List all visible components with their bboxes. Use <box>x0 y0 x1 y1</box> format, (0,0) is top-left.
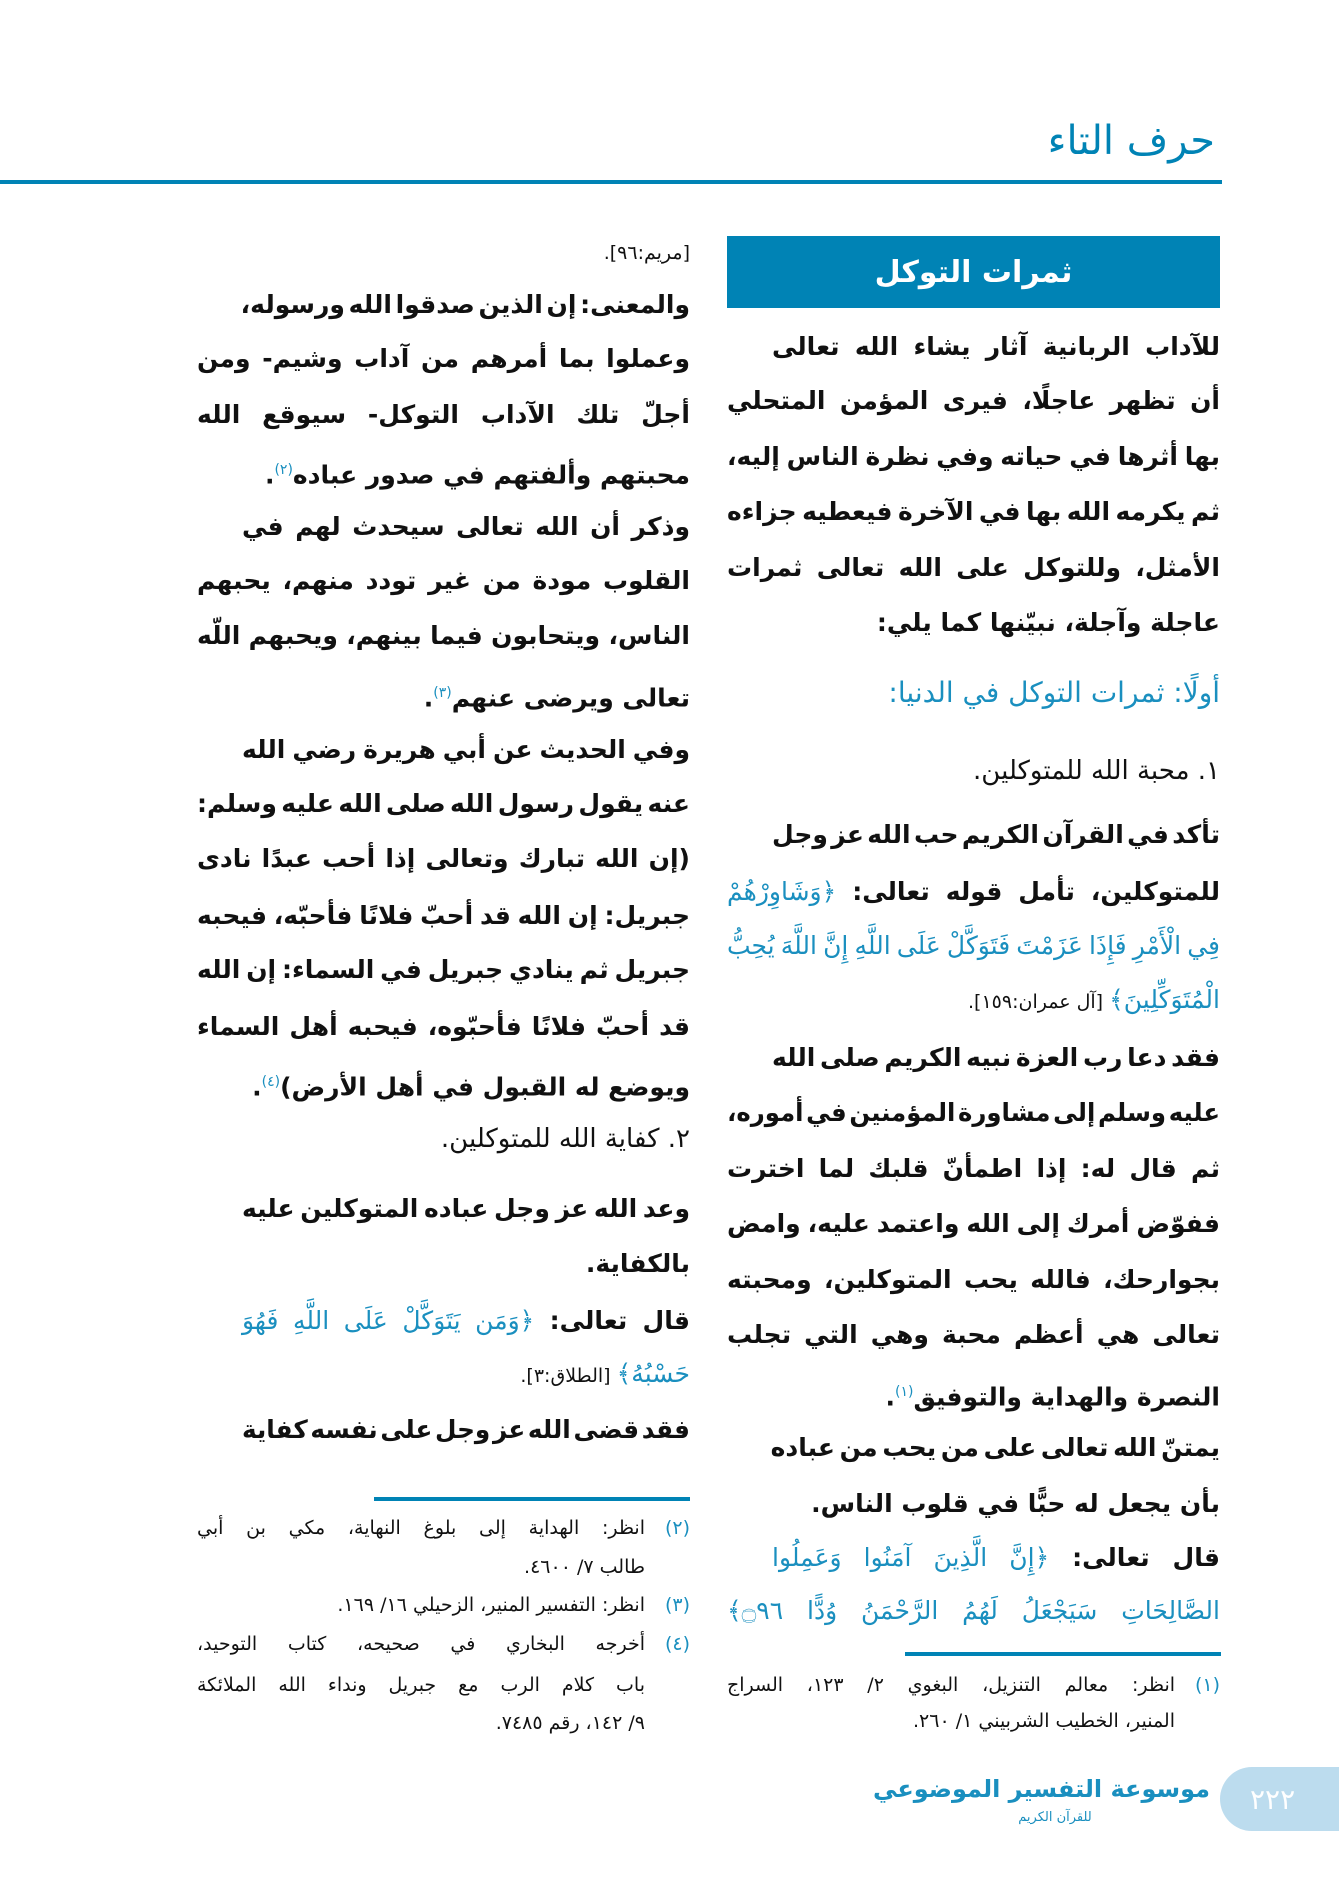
text: ١. محبة الله للمتوكلين. <box>973 756 1220 786</box>
text-line <box>772 1428 1220 1468</box>
chapter-title: حرف التاء <box>1047 118 1215 164</box>
text-line <box>197 896 690 936</box>
text: (إن الله تبارك وتعالى إذا أحب عبدًا نادى <box>197 844 690 873</box>
text: الأمثل، وللتوكل على الله تعالى ثمرات <box>727 553 1220 582</box>
text-line <box>727 926 1220 966</box>
left-column <box>197 0 690 1890</box>
text-line <box>772 1538 1220 1578</box>
numbered-item <box>255 1119 690 1159</box>
logo-subtitle: للقرآن الكريم <box>1018 1810 1092 1825</box>
footnote-line <box>727 1669 1175 1701</box>
footnote-marker[interactable]: (٣) <box>433 685 452 701</box>
footnote-text: باب كلام الرب مع جبريل ونداء الله الملائكة <box>197 1674 645 1696</box>
footnote-number: (٤) <box>664 1633 690 1655</box>
encyclopedia-logo <box>873 1769 1210 1841</box>
footnote-number: (٢) <box>664 1517 690 1539</box>
text: أن تظهر عاجلًا، فيرى المؤمن المتحلي <box>727 386 1220 415</box>
text: قال تعالى: <box>1049 1543 1220 1572</box>
quran-verse: ﴿وَمَن يَتَوَكَّلْ عَلَى اللَّهِ فَهُوَ <box>242 1306 535 1335</box>
text: فقد قضى الله عز وجل على نفسه كفاية <box>241 1415 690 1444</box>
text-line <box>727 548 1220 588</box>
text: محبتهم وألفتهم في صدور عباده <box>292 460 690 490</box>
text-line <box>727 1372 1220 1412</box>
text: ٢. كفاية الله للمتوكلين. <box>440 1124 690 1154</box>
text-line <box>242 285 690 325</box>
footnote-divider-right <box>905 1652 1221 1656</box>
text-line <box>727 1260 1220 1300</box>
text: عنه يقول رسول الله صلى الله عليه وسلم: <box>197 789 690 818</box>
text: وعد الله عز وجل عباده المتوكلين عليه <box>241 1194 690 1223</box>
text: ثم قال له: إذا اطمأنّ قلبك لما اخترت <box>727 1154 1220 1183</box>
verse-reference: [الطلاق:٣]. <box>520 1365 617 1387</box>
text: ثم يكرمه الله بها في الآخرة فيعطيه جزاءه <box>727 497 1220 526</box>
text: بها أثرها في حياته وفي نظرة الناس إليه، <box>727 442 1220 471</box>
verse-reference: [آل عمران:١٥٩]. <box>968 991 1110 1013</box>
text: . <box>252 1072 262 1102</box>
text: تعالى ويرضى عنهم <box>451 683 690 713</box>
text-line <box>242 730 690 770</box>
quran-verse: ﴿إِنَّ الَّذِينَ آمَنُوا وَعَمِلُوا <box>772 1543 1050 1572</box>
text-line <box>727 492 1220 532</box>
footnote-text: انظر: التفسير المنير، الزحيلي ١٦/ ١٦٩. <box>337 1594 645 1616</box>
text: وفي الحديث عن أبي هريرة رضي الله <box>242 735 690 764</box>
text-line <box>197 673 690 713</box>
text-line <box>197 784 690 824</box>
text: ففوّض أمرك إلى الله واعتمد عليه، وامض <box>727 1209 1220 1238</box>
footnote-text: انظر: معالم التنزيل، البغوي ٢/ ١٢٣، السراج <box>727 1674 1176 1696</box>
text-line <box>197 1062 690 1102</box>
text: وذكر أن الله تعالى سيحدث لهم في <box>242 512 690 541</box>
text: . <box>885 1382 895 1412</box>
footnote-text: طالب ٧/ ٤٦٠٠. <box>524 1556 645 1578</box>
footnote-text: المنير، الخطيب الشربيني ١/ ٢٦٠. <box>913 1710 1175 1732</box>
text-line <box>197 1354 690 1394</box>
text: بالكفاية. <box>585 1249 690 1278</box>
text: جبريل: إن الله قد أحبّ فلانًا فأحبّه، فيحبه <box>197 901 690 930</box>
text: للآداب الربانية آثار يشاء الله تعالى <box>772 332 1220 361</box>
section-heading: ثمرات التوكل <box>727 236 1220 308</box>
text: الناس، ويتحابون فيما بينهم، ويحبهم اللّه <box>197 621 690 650</box>
subheading <box>727 673 1220 713</box>
text: أجلّ تلك الآداب التوكل- سيوقع الله <box>197 400 690 429</box>
footnote-text: انظر: الهداية إلى بلوغ النهاية، مكي بن أبي <box>197 1517 645 1539</box>
text: عليه وسلم إلى مشاورة المؤمنين في أموره، <box>727 1098 1220 1127</box>
text: جبريل ثم ينادي جبريل في السماء: إن الله <box>197 955 690 984</box>
footnote-text: ٩/ ١٤٢، رقم ٧٤٨٥. <box>495 1712 645 1734</box>
footnote-line <box>197 1589 645 1621</box>
footnote-number: (٣) <box>664 1594 690 1616</box>
quran-verse: الصَّالِحَاتِ سَيَجْعَلُ لَهُمُ الرَّحْمَنُ وُدًّا ۝٩٦﴾ <box>727 1596 1220 1625</box>
text-line <box>197 561 690 601</box>
text-line <box>197 339 690 379</box>
quran-verse: ﴿وَشَاوِرْهُمْ <box>727 877 837 906</box>
text-line <box>772 1038 1220 1078</box>
text-line <box>197 616 690 656</box>
text: قد أحبّ فلانًا فأحبّوه، فيحبه أهل السماء <box>197 1012 690 1041</box>
text-line <box>727 980 1220 1020</box>
text-line <box>772 815 1220 855</box>
logo-title: موسوعة التفسير الموضوعي <box>873 1775 1210 1803</box>
text-line <box>197 839 690 879</box>
text-line <box>727 437 1220 477</box>
text: النصرة والهداية والتوفيق <box>913 1382 1220 1412</box>
text-line <box>242 1189 690 1229</box>
footnote-marker[interactable]: (٤) <box>261 1074 281 1090</box>
footnote-line <box>197 1669 645 1701</box>
text-line <box>242 1410 690 1450</box>
footnote-line <box>197 1628 645 1660</box>
text: والمعنى: إن الذين صدقوا الله ورسوله، <box>240 290 690 319</box>
text-line <box>727 872 1220 912</box>
text-line <box>197 231 690 271</box>
footnote-marker[interactable]: (١) <box>894 1384 914 1400</box>
verse-reference: [مريم:٩٦]. <box>603 242 690 264</box>
text-line <box>727 1093 1220 1133</box>
text: فقد دعا رب العزة نبيه الكريم صلى الله <box>772 1043 1220 1072</box>
text-line <box>242 507 690 547</box>
text-line <box>727 1149 1220 1189</box>
text: قال تعالى: <box>534 1306 690 1335</box>
quran-verse: حَسْبُهُ﴾ <box>616 1359 690 1388</box>
text: بجوارحك، فالله يحب المتوكلين، ومحبته <box>727 1265 1220 1294</box>
text: بأن يجعل له حبًّا في قلوب الناس. <box>811 1489 1220 1518</box>
text-line <box>727 603 1220 643</box>
quran-verse: الْمُتَوَكِّلِينَ﴾ <box>1109 985 1220 1014</box>
text-line <box>727 1484 1220 1524</box>
footnote-text: أخرجه البخاري في صحيحه، كتاب التوحيد، <box>197 1633 645 1655</box>
footnote-line <box>197 1512 645 1544</box>
text: وعملوا بما أمرهم من آداب وشيم- ومن <box>197 344 690 373</box>
text-line <box>727 1315 1220 1355</box>
text: تأكد في القرآن الكريم حب الله عز وجل <box>772 820 1220 849</box>
quran-verse: فِي الْأَمْرِ فَإِذَا عَزَمْتَ فَتَوَكَّلْ عَلَى اللَّهِ إِنَّ اللَّهَ يُحِبُّ <box>727 931 1220 960</box>
numbered-item <box>785 751 1220 791</box>
text-line <box>727 1204 1220 1244</box>
text: أولًا: ثمرات التوكل في الدنيا: <box>888 676 1220 709</box>
text: عاجلة وآجلة، نبيّنها كما يلي: <box>876 608 1220 637</box>
text-line <box>772 327 1220 367</box>
text: . <box>264 460 275 490</box>
text-line <box>197 1007 690 1047</box>
footnote-number: (١) <box>1194 1674 1220 1696</box>
footnote-line <box>727 1705 1175 1737</box>
text: تعالى هي أعظم محبة وهي التي تجلب <box>727 1320 1220 1349</box>
text: للمتوكلين، تأمل قوله تعالى: <box>836 877 1220 906</box>
footnote-divider-left <box>374 1497 690 1501</box>
footnote-line <box>197 1551 645 1583</box>
text: ويوضع له القبول في أهل الأرض) <box>280 1072 690 1102</box>
text-line <box>727 1591 1220 1631</box>
text: يمتنّ الله تعالى على من يحب من عباده <box>770 1433 1220 1462</box>
text-line <box>242 1301 690 1341</box>
text: القلوب مودة من غير تودد منهم، يحبهم <box>197 566 690 595</box>
footnote-line <box>197 1707 645 1739</box>
text: . <box>423 683 434 713</box>
text-line <box>197 1244 690 1284</box>
text-line <box>197 950 690 990</box>
text-line <box>727 381 1220 421</box>
page-number: ٢٢٢ <box>1220 1767 1339 1831</box>
text-line <box>197 450 690 490</box>
text-line <box>197 395 690 435</box>
footnote-marker[interactable]: (٢) <box>274 462 293 478</box>
